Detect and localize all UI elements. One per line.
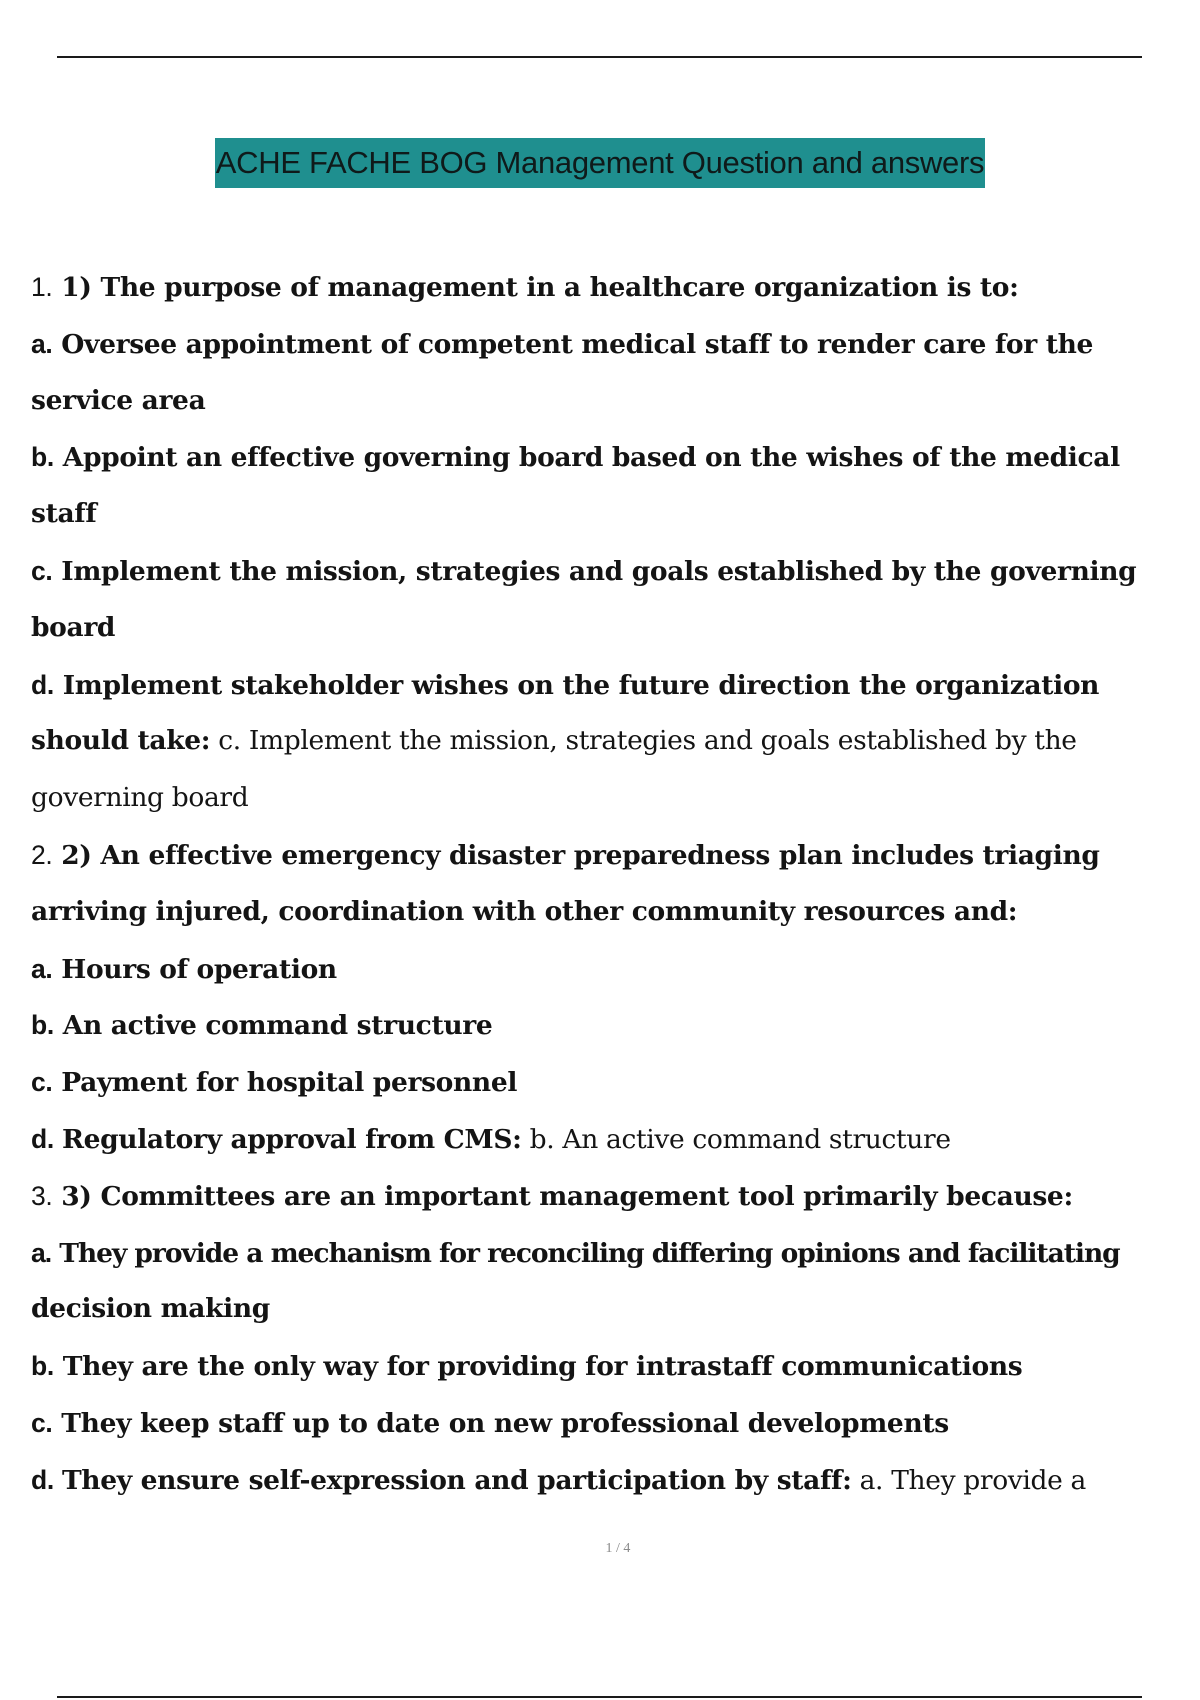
question-2-stem-cont: arriving injured, coordination with other community resources and:	[31, 895, 1018, 927]
question-3-option-a: a. They provide a mechanism for reconciling differing opinions and facilitating	[31, 1237, 1120, 1269]
document-body	[31, 259, 1181, 1509]
question-3-stem: 3. 3) Committees are an important management tool primarily because:	[31, 1180, 1073, 1212]
question-3-option-b: b. They are the only way for providing for intrastaff communications	[31, 1351, 1023, 1383]
question-1-option-b: b. Appoint an effective governing board based on the wishes of the medical	[31, 442, 1120, 474]
page-number: 1 / 4	[605, 1541, 631, 1556]
question-2-option-a: a. Hours of operation	[31, 953, 337, 985]
question-2-stem: 2. 2) An effective emergency disaster preparedness plan includes triaging	[31, 839, 1100, 871]
question-1-answer: c. Implement the mission, strategies and goals established by the	[218, 725, 1077, 757]
question-2-option-c: c. Payment for hospital personnel	[31, 1067, 518, 1099]
question-3-option-d-with-answer: d. They ensure self-expression and participation by staff: a. They provide a	[31, 1464, 1087, 1496]
title-container	[0, 138, 1200, 188]
question-2-option-b: b. An active command structure	[31, 1010, 493, 1042]
question-1-option-a-cont: service area	[31, 384, 206, 416]
question-1-option-d-cont-with-answer: should take: c. Implement the mission, strategies and goals established by the	[31, 725, 1077, 757]
document-title: ACHE FACHE BOG Management Question and answers	[215, 138, 985, 188]
question-2-option-d-with-answer: d. Regulatory approval from CMS: b. An active command structure	[31, 1123, 951, 1155]
question-2-answer: b. An active command structure	[529, 1123, 951, 1155]
bottom-rule	[57, 1696, 1142, 1698]
question-1-answer-cont: governing board	[31, 782, 249, 814]
question-1-option-b-cont: staff	[31, 498, 97, 530]
question-3-option-c: c. They keep staff up to date on new professional developments	[31, 1407, 949, 1439]
question-1-option-c: c. Implement the mission, strategies and goals established by the governing	[31, 555, 1137, 587]
question-1-option-a: a. Oversee appointment of competent medical staff to render care for the	[31, 328, 1094, 360]
top-rule	[57, 56, 1142, 58]
question-3-option-a-cont: decision making	[31, 1293, 270, 1325]
question-1-option-d: d. Implement stakeholder wishes on the future direction the organization	[31, 669, 1100, 701]
question-3-answer: a. They provide a	[859, 1464, 1087, 1496]
question-1-option-c-cont: board	[31, 611, 116, 643]
question-1-stem: 1. 1) The purpose of management in a healthcare organization is to:	[31, 272, 1019, 303]
